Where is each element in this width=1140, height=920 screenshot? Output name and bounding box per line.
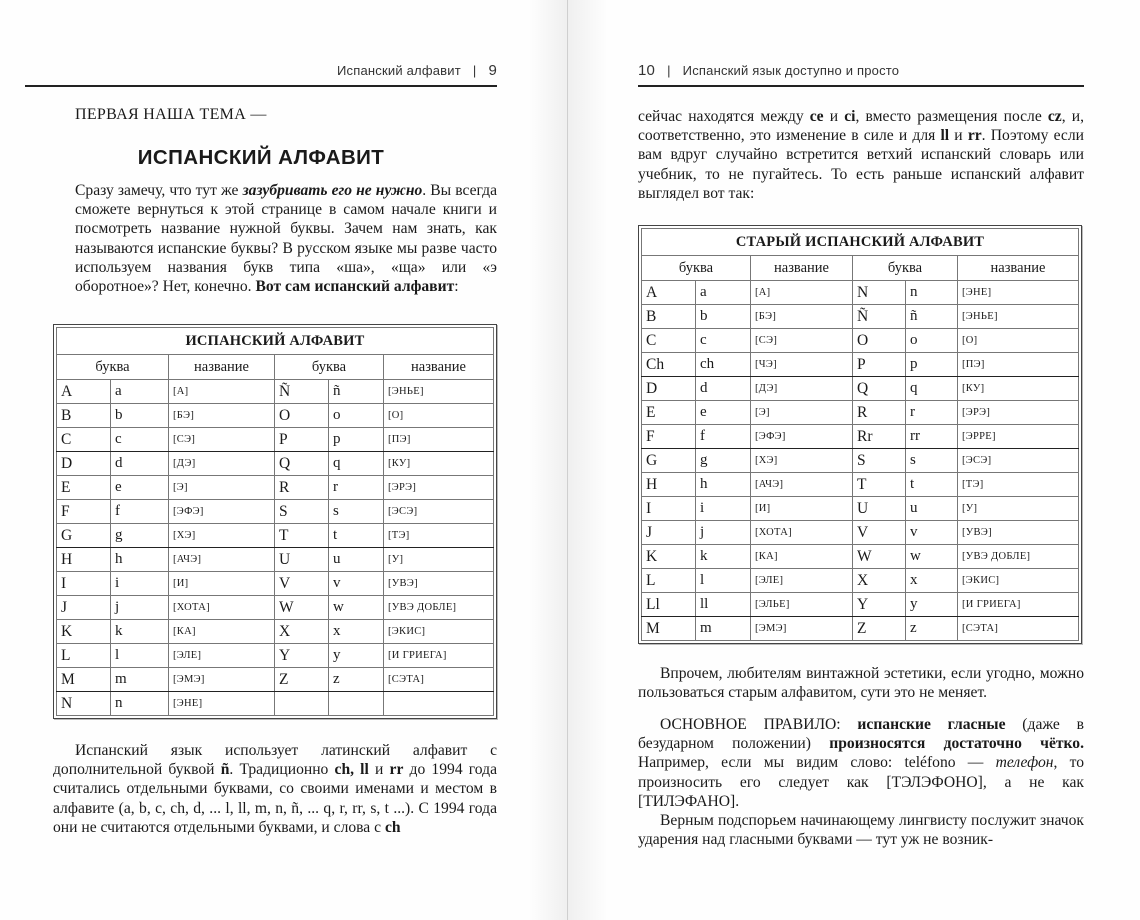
italic-text: телефон: [995, 754, 1054, 772]
letter-upper: U: [853, 497, 906, 521]
letter-upper: S: [853, 449, 906, 473]
text: и: [368, 761, 390, 779]
letter-lower: g: [111, 524, 169, 548]
gutter-shadow: [528, 0, 568, 920]
table-row: [642, 329, 1079, 353]
letter-upper: O: [853, 329, 906, 353]
header-separator: |: [472, 63, 477, 78]
letter-name: [ЭЛЬЕ]: [751, 593, 853, 617]
text: Испанский язык использует латинский алфавит с дополнительной буквой: [53, 742, 497, 779]
letter-name: [ХОТА]: [169, 596, 275, 620]
letter-name: [ЭКИС]: [958, 569, 1079, 593]
letter-lower: l: [696, 569, 751, 593]
letter-lower: o: [906, 329, 958, 353]
table-row: [57, 524, 494, 548]
letter-name: [СЭТА]: [384, 668, 494, 692]
table-row: [57, 380, 494, 404]
letter-lower: v: [329, 572, 384, 596]
letter-name: [ЭСЭ]: [384, 500, 494, 524]
letter-lower: w: [329, 596, 384, 620]
letter-upper: M: [57, 668, 111, 692]
letter-name: [ЭФЭ]: [751, 425, 853, 449]
bold-text: Вот сам испанский алфавит: [255, 278, 455, 296]
letter-upper: C: [642, 329, 696, 353]
letter-upper: D: [57, 452, 111, 476]
letter-upper: A: [57, 380, 111, 404]
chapter-title: Испанский алфавит: [336, 63, 461, 78]
letter-lower: m: [696, 617, 751, 641]
letter-lower: i: [696, 497, 751, 521]
text: , и, соответственно, это изменение в силе и для: [638, 108, 1085, 145]
letter-name: [У]: [384, 548, 494, 572]
letter-upper: W: [853, 545, 906, 569]
letter-lower: a: [111, 380, 169, 404]
letter-upper: P: [275, 428, 329, 452]
letter-upper: G: [642, 449, 696, 473]
letter-name: [ЭРЭ]: [384, 476, 494, 500]
letter-name: [ХЭ]: [169, 524, 275, 548]
letter-lower: m: [111, 668, 169, 692]
letter-upper: O: [275, 404, 329, 428]
letter-upper: B: [642, 305, 696, 329]
letter-upper: R: [853, 401, 906, 425]
letter-name: [СЭ]: [751, 329, 853, 353]
letter-upper: Ll: [642, 593, 696, 617]
letter-upper: J: [642, 521, 696, 545]
letter-lower: c: [111, 428, 169, 452]
letter-name: [УВЭ]: [384, 572, 494, 596]
letter-upper: D: [642, 377, 696, 401]
text: . Вы всегда сможете вернуться к этой странице в самом начале книги и посмотреть название нужной буквы. Зачем нам знать, как называются испанские буквы? В русском языке мы разве часто используем названия букв типа «ша», «ща» или «э оборотное»? Нет, конечно.: [75, 182, 497, 296]
old-alphabet-table: [638, 225, 1082, 644]
table-row: [57, 476, 494, 500]
letter-lower: ñ: [329, 380, 384, 404]
text: Верным подспорьем начинающему лингвисту послужит значок ударения над гласными буквами — тут уж не возник-: [638, 812, 1084, 849]
letter-upper: Z: [275, 668, 329, 692]
letter-lower: ñ: [906, 305, 958, 329]
letter-lower: j: [696, 521, 751, 545]
letter-lower: s: [329, 500, 384, 524]
letter-name: [КА]: [169, 620, 275, 644]
column-header-letter: буква: [275, 355, 384, 380]
letter-name: [АЧЭ]: [169, 548, 275, 572]
letter-upper: R: [275, 476, 329, 500]
letter-upper: I: [57, 572, 111, 596]
letter-lower: f: [696, 425, 751, 449]
letter-name: [СЭТА]: [958, 617, 1079, 641]
letter-lower: u: [906, 497, 958, 521]
letter-lower: r: [906, 401, 958, 425]
text: сейчас находятся между: [638, 108, 810, 125]
table-row: [57, 404, 494, 428]
letter-name: [УВЭ ДОБЛЕ]: [958, 545, 1079, 569]
text: до 1994 года считались отдельными буквами, со своими именами и местом в алфавите (a, b, c, ch, d, ... l, ll, m, n, ñ, ... q, r, rr, s, t ...). С 1994 года они не считаются отдельными буквами, и слова с: [53, 761, 497, 836]
letter-lower: d: [696, 377, 751, 401]
letter-lower: y: [906, 593, 958, 617]
letter-upper: Q: [275, 452, 329, 476]
letter-lower: t: [906, 473, 958, 497]
letter-lower: k: [696, 545, 751, 569]
letter-upper: U: [275, 548, 329, 572]
paragraph: [638, 107, 1084, 203]
letter-name: [ЭНЬЕ]: [958, 305, 1079, 329]
right-page: [568, 0, 1140, 920]
letter-name: [О]: [384, 404, 494, 428]
table-title: ИСПАНСКИЙ АЛФАВИТ: [57, 328, 494, 355]
bold-text: cz: [1047, 108, 1062, 125]
bold-text: rr: [967, 127, 982, 145]
letter-upper: F: [57, 500, 111, 524]
letter-lower: b: [696, 305, 751, 329]
letter-lower: s: [906, 449, 958, 473]
letter-name: [ЭКИС]: [384, 620, 494, 644]
letter-lower: q: [906, 377, 958, 401]
letter-lower: [329, 692, 384, 716]
bold-text: ñ: [220, 761, 230, 779]
letter-upper: A: [642, 281, 696, 305]
letter-name: [ПЭ]: [958, 353, 1079, 377]
letter-lower: x: [329, 620, 384, 644]
bold-text: ch: [384, 818, 401, 836]
text: :: [454, 278, 459, 296]
letter-upper: Ñ: [275, 380, 329, 404]
letter-lower: v: [906, 521, 958, 545]
table-row: [642, 377, 1079, 401]
letter-upper: C: [57, 428, 111, 452]
table-row: [642, 281, 1079, 305]
letter-upper: Y: [853, 593, 906, 617]
letter-name: [ЭМЭ]: [169, 668, 275, 692]
section-title: ИСПАНСКИЙ АЛФАВИТ: [137, 146, 385, 169]
letter-name: [АЧЭ]: [751, 473, 853, 497]
letter-name: [ЭМЭ]: [751, 617, 853, 641]
letter-upper: I: [642, 497, 696, 521]
header-rule: [638, 85, 1084, 87]
letter-name: [ТЭ]: [958, 473, 1079, 497]
text: , то произносить его следует как [ТЭЛЭФОНО], а не как [ТИЛЭФАНО].: [638, 754, 1084, 810]
letter-upper: W: [275, 596, 329, 620]
letter-upper: Y: [275, 644, 329, 668]
text: Сразу замечу, что тут же: [75, 182, 243, 199]
letter-lower: c: [696, 329, 751, 353]
letter-name: [ДЭ]: [169, 452, 275, 476]
letter-lower: w: [906, 545, 958, 569]
letter-upper: Rr: [853, 425, 906, 449]
letter-name: [ЭРЭ]: [958, 401, 1079, 425]
text: Впрочем, любителям винтажной эстетики, если угодно, можно пользоваться старым алфавитом, сути это не меняет.: [638, 665, 1084, 702]
left-page: [0, 0, 568, 920]
letter-name: [И ГРИЕГА]: [384, 644, 494, 668]
letter-name: [ХЭ]: [751, 449, 853, 473]
letter-upper: S: [275, 500, 329, 524]
letter-lower: h: [696, 473, 751, 497]
column-header-name: название: [384, 355, 494, 380]
text: . Традиционно: [229, 761, 335, 779]
letter-name: [КУ]: [384, 452, 494, 476]
text: Например, если мы видим слово: teléfono —: [638, 754, 996, 772]
letter-lower: k: [111, 620, 169, 644]
paragraph: [638, 664, 1084, 702]
paragraph: [75, 181, 497, 296]
table-row: [57, 644, 494, 668]
letter-upper: [275, 692, 329, 716]
letter-name: [ЧЭ]: [751, 353, 853, 377]
letter-name: [А]: [169, 380, 275, 404]
bold-text: ci: [844, 108, 856, 125]
letter-lower: b: [111, 404, 169, 428]
text: . Поэтому если вам вдруг случайно встретится ветхий испанский словарь или учебник, то не пугайтесь. То есть раньше испанский алфавит выглядел вот так:: [638, 127, 1084, 202]
letter-upper: V: [275, 572, 329, 596]
letter-upper: Q: [853, 377, 906, 401]
table-row: [57, 620, 494, 644]
letter-lower: i: [111, 572, 169, 596]
letter-upper: G: [57, 524, 111, 548]
letter-upper: H: [642, 473, 696, 497]
letter-lower: p: [906, 353, 958, 377]
letter-upper: H: [57, 548, 111, 572]
column-header-letter: буква: [853, 256, 958, 281]
paragraph: [53, 741, 497, 837]
letter-lower: rr: [906, 425, 958, 449]
letter-upper: J: [57, 596, 111, 620]
page-number: 10: [638, 62, 656, 79]
letter-name: [ПЭ]: [384, 428, 494, 452]
letter-upper: N: [853, 281, 906, 305]
table-row: [57, 500, 494, 524]
letter-name: [И]: [751, 497, 853, 521]
letter-name: [БЭ]: [169, 404, 275, 428]
letter-upper: Ch: [642, 353, 696, 377]
text: (даже в безударном положении): [638, 716, 1084, 753]
column-header-letter: буква: [57, 355, 169, 380]
table-row: [642, 497, 1079, 521]
letter-name: [ЭРРЕ]: [958, 425, 1079, 449]
letter-upper: E: [57, 476, 111, 500]
table-row: [57, 596, 494, 620]
letter-upper: X: [853, 569, 906, 593]
paragraph: [638, 715, 1084, 849]
letter-upper: T: [275, 524, 329, 548]
text: , вместо размещения после: [855, 108, 1048, 125]
letter-lower: e: [111, 476, 169, 500]
letter-name: [СЭ]: [169, 428, 275, 452]
letter-name: [ТЭ]: [384, 524, 494, 548]
letter-upper: K: [57, 620, 111, 644]
column-header-letter: буква: [642, 256, 751, 281]
letter-lower: d: [111, 452, 169, 476]
letter-upper: L: [57, 644, 111, 668]
letter-name: [А]: [751, 281, 853, 305]
table-row: [642, 401, 1079, 425]
table-row: [57, 548, 494, 572]
letter-lower: t: [329, 524, 384, 548]
letter-upper: F: [642, 425, 696, 449]
letter-upper: K: [642, 545, 696, 569]
letter-name: [ЭСЭ]: [958, 449, 1079, 473]
letter-name: [ЭЛЕ]: [751, 569, 853, 593]
letter-name: [ЭЛЕ]: [169, 644, 275, 668]
table-row: [642, 305, 1079, 329]
letter-name: [УВЭ ДОБЛЕ]: [384, 596, 494, 620]
letter-upper: P: [853, 353, 906, 377]
letter-upper: E: [642, 401, 696, 425]
letter-lower: h: [111, 548, 169, 572]
letter-upper: N: [57, 692, 111, 716]
table-row: [642, 449, 1079, 473]
letter-name: [Э]: [169, 476, 275, 500]
letter-lower: q: [329, 452, 384, 476]
letter-upper: V: [853, 521, 906, 545]
letter-lower: n: [111, 692, 169, 716]
letter-upper: L: [642, 569, 696, 593]
table-row: [57, 452, 494, 476]
table-row: [642, 425, 1079, 449]
letter-lower: n: [906, 281, 958, 305]
table-row: [57, 572, 494, 596]
gutter-shadow: [568, 0, 608, 920]
bold-text: ll: [940, 127, 950, 145]
book-title: Испанский язык доступно и просто: [682, 63, 900, 78]
page-number: 9: [488, 62, 497, 79]
letter-lower: z: [906, 617, 958, 641]
alphabet-table: [53, 324, 497, 719]
letter-name: [384, 692, 494, 716]
letter-lower: e: [696, 401, 751, 425]
letter-name: [ЭФЭ]: [169, 500, 275, 524]
table-row: [642, 545, 1079, 569]
letter-name: [И]: [169, 572, 275, 596]
letter-lower: r: [329, 476, 384, 500]
letter-upper: Z: [853, 617, 906, 641]
text: и: [949, 127, 968, 145]
letter-upper: X: [275, 620, 329, 644]
column-header-name: название: [169, 355, 275, 380]
header-rule: [25, 85, 497, 87]
table-row: [642, 569, 1079, 593]
letter-lower: y: [329, 644, 384, 668]
letter-upper: Ñ: [853, 305, 906, 329]
bold-text: ch, ll: [334, 761, 369, 779]
letter-lower: u: [329, 548, 384, 572]
bold-text: произносятся достаточно чётко.: [829, 735, 1084, 753]
letter-lower: l: [111, 644, 169, 668]
letter-name: [ЭНЬЕ]: [384, 380, 494, 404]
running-header: [638, 62, 1088, 82]
letter-name: [О]: [958, 329, 1079, 353]
emphasis-text: зазубривать его не нужно: [242, 182, 423, 199]
table-row: [642, 521, 1079, 545]
letter-lower: f: [111, 500, 169, 524]
letter-upper: M: [642, 617, 696, 641]
letter-name: [КА]: [751, 545, 853, 569]
table-row: [642, 593, 1079, 617]
letter-name: [ЭНЕ]: [169, 692, 275, 716]
letter-upper: T: [853, 473, 906, 497]
text: и: [823, 108, 845, 125]
header-separator: |: [667, 63, 671, 78]
letter-name: [ДЭ]: [751, 377, 853, 401]
bold-text: rr: [389, 761, 404, 779]
table-row: [642, 353, 1079, 377]
letter-lower: x: [906, 569, 958, 593]
table-row: [57, 668, 494, 692]
letter-lower: ch: [696, 353, 751, 377]
table-row: [642, 473, 1079, 497]
letter-lower: ll: [696, 593, 751, 617]
table-title: СТАРЫЙ ИСПАНСКИЙ АЛФАВИТ: [642, 229, 1079, 256]
text: ОСНОВНОЕ ПРАВИЛО:: [660, 716, 858, 733]
letter-name: [У]: [958, 497, 1079, 521]
letter-lower: z: [329, 668, 384, 692]
letter-name: [УВЭ]: [958, 521, 1079, 545]
column-header-name: название: [958, 256, 1079, 281]
bold-text: испанские гласные: [857, 716, 1006, 733]
bold-text: ce: [809, 108, 824, 125]
letter-lower: o: [329, 404, 384, 428]
letter-lower: g: [696, 449, 751, 473]
letter-upper: B: [57, 404, 111, 428]
column-header-name: название: [751, 256, 853, 281]
running-header: [60, 62, 497, 82]
table-row: [57, 428, 494, 452]
letter-name: [И ГРИЕГА]: [958, 593, 1079, 617]
letter-lower: a: [696, 281, 751, 305]
letter-name: [БЭ]: [751, 305, 853, 329]
letter-name: [Э]: [751, 401, 853, 425]
intro-line: ПЕРВАЯ НАША ТЕМА —: [75, 106, 267, 123]
letter-lower: p: [329, 428, 384, 452]
letter-name: [ХОТА]: [751, 521, 853, 545]
letter-name: [КУ]: [958, 377, 1079, 401]
table-row: [642, 617, 1079, 641]
letter-lower: j: [111, 596, 169, 620]
letter-name: [ЭНЕ]: [958, 281, 1079, 305]
table-row: [57, 692, 494, 716]
